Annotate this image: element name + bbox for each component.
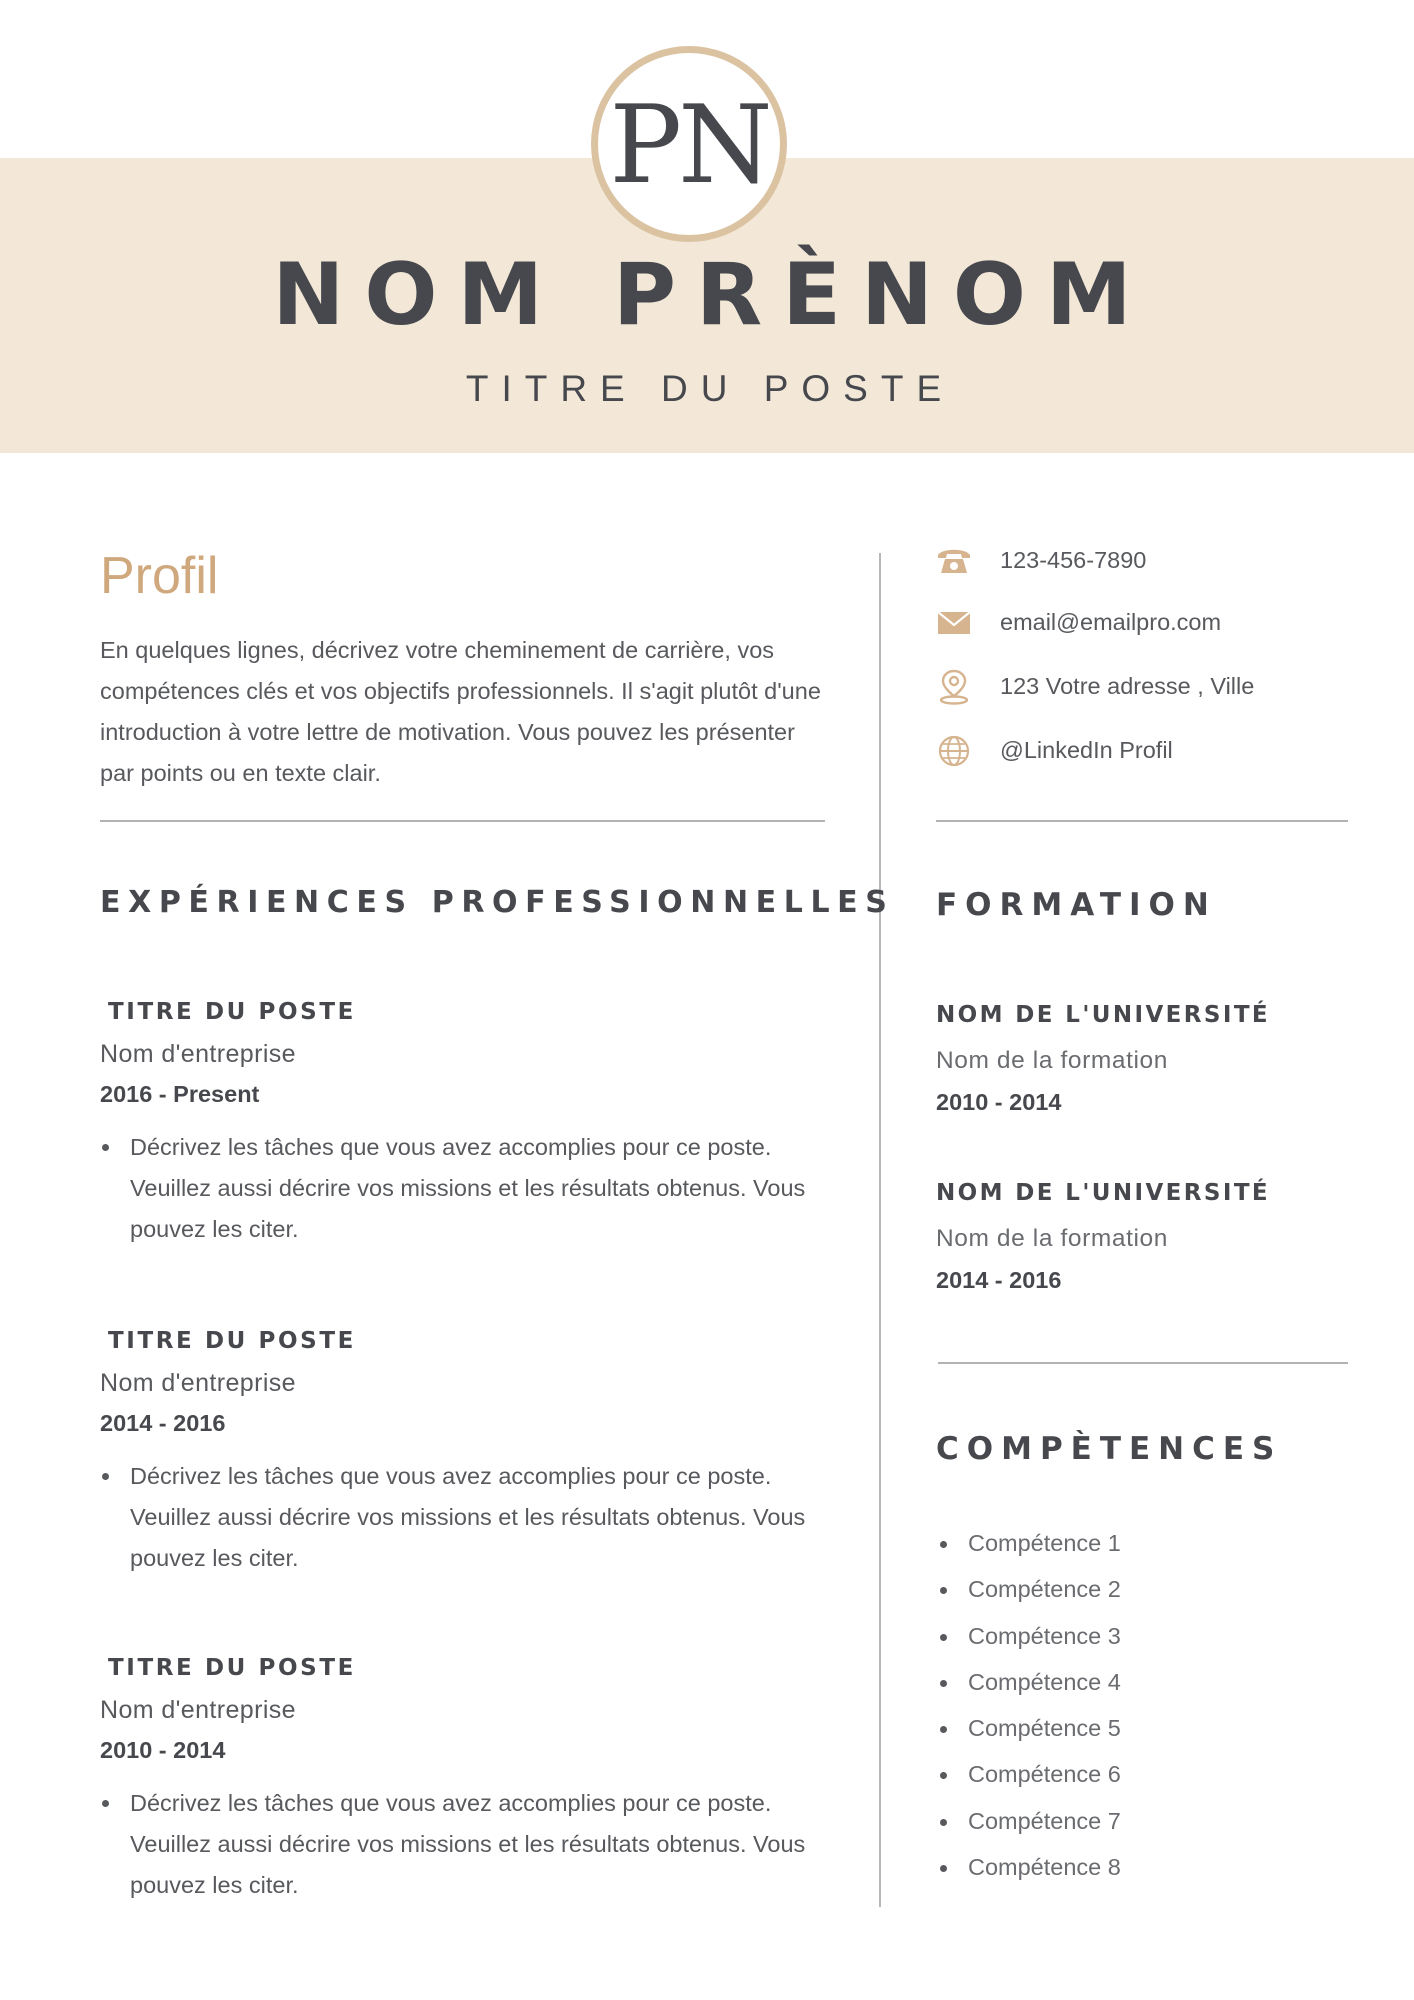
skill-item: Compétence 6 bbox=[936, 1761, 1121, 1807]
education-degree: Nom de la formation bbox=[936, 1225, 1168, 1252]
contact-divider bbox=[936, 820, 1348, 822]
education-item bbox=[936, 1182, 1356, 1292]
education-school: NOM DE L'UNIVERSITÉ bbox=[936, 1180, 1271, 1206]
experience-company: Nom d'entreprise bbox=[100, 1696, 296, 1724]
experience-title: TITRE DU POSTE bbox=[108, 1655, 356, 1681]
experience-dates: 2016 - Present bbox=[100, 1081, 260, 1107]
experience-item bbox=[100, 1001, 840, 1250]
experience-title: TITRE DU POSTE bbox=[108, 999, 356, 1025]
contact-linkedin bbox=[936, 733, 1173, 769]
education-dates: 2014 - 2016 bbox=[936, 1266, 1062, 1293]
skill-item: Compétence 2 bbox=[936, 1576, 1121, 1622]
experience-description: Décrivez les tâches que vous avez accomplies pour ce poste. Veuillez aussi décrire vos missions et les résultats obtenus. Vous pouvez les citer. bbox=[100, 1783, 820, 1906]
experience-company: Nom d'entreprise bbox=[100, 1369, 296, 1397]
experience-dates: 2010 - 2014 bbox=[100, 1737, 226, 1763]
education-divider bbox=[938, 1362, 1348, 1364]
monogram-badge bbox=[591, 46, 787, 242]
skill-item: Compétence 5 bbox=[936, 1715, 1121, 1761]
phone-text: 123-456-7890 bbox=[1000, 547, 1147, 574]
experience-title: TITRE DU POSTE bbox=[108, 1328, 356, 1354]
monogram-text: PN bbox=[609, 83, 769, 208]
education-degree: Nom de la formation bbox=[936, 1047, 1168, 1074]
education-heading: FORMATION bbox=[936, 887, 1217, 923]
contact-address bbox=[936, 669, 1255, 705]
contact-phone bbox=[936, 543, 1147, 579]
skills-list bbox=[936, 1530, 1121, 1900]
globe-icon bbox=[936, 733, 972, 769]
address-text: 123 Votre adresse , Ville bbox=[1000, 673, 1255, 700]
experience-heading: EXPÉRIENCES PROFESSIONNELLES bbox=[100, 885, 895, 920]
profile-text: En quelques lignes, décrivez votre cheminement de carrière, vos compétences clés et vos objectifs professionnels. Il s'agit plutôt d'une introduction à votre lettre de motivation. Vous pouvez les présenter par points ou en texte clair. bbox=[100, 637, 821, 786]
skill-item: Compétence 4 bbox=[936, 1669, 1121, 1715]
envelope-icon bbox=[936, 605, 972, 641]
education-item bbox=[936, 1004, 1356, 1114]
skill-item: Compétence 8 bbox=[936, 1854, 1121, 1900]
skill-item: Compétence 7 bbox=[936, 1808, 1121, 1854]
skill-item: Compétence 1 bbox=[936, 1530, 1121, 1576]
education-school: NOM DE L'UNIVERSITÉ bbox=[936, 1002, 1271, 1028]
contact-email bbox=[936, 605, 1222, 641]
profile-heading: Profil bbox=[100, 547, 219, 605]
column-divider bbox=[879, 553, 881, 1907]
email-text: email@emailpro.com bbox=[1000, 609, 1222, 636]
experience-item bbox=[100, 1330, 840, 1579]
experience-item bbox=[100, 1657, 840, 1906]
experience-company: Nom d'entreprise bbox=[100, 1040, 296, 1068]
experience-description: Décrivez les tâches que vous avez accomplies pour ce poste. Veuillez aussi décrire vos missions et les résultats obtenus. Vous pouvez les citer. bbox=[100, 1456, 820, 1579]
job-title: TITRE DU POSTE bbox=[465, 368, 955, 409]
experience-dates: 2014 - 2016 bbox=[100, 1410, 226, 1436]
full-name: NOM PRÈNOM bbox=[272, 245, 1152, 345]
linkedin-text: @LinkedIn Profil bbox=[1000, 737, 1173, 764]
profile-divider bbox=[100, 820, 825, 822]
skills-heading: COMPÈTENCES bbox=[936, 1431, 1283, 1467]
location-pin-icon bbox=[936, 669, 972, 705]
experience-description: Décrivez les tâches que vous avez accomplies pour ce poste. Veuillez aussi décrire vos missions et les résultats obtenus. Vous pouvez les citer. bbox=[100, 1127, 820, 1250]
phone-icon bbox=[936, 543, 972, 579]
skill-item: Compétence 3 bbox=[936, 1623, 1121, 1669]
education-dates: 2010 - 2014 bbox=[936, 1088, 1062, 1115]
